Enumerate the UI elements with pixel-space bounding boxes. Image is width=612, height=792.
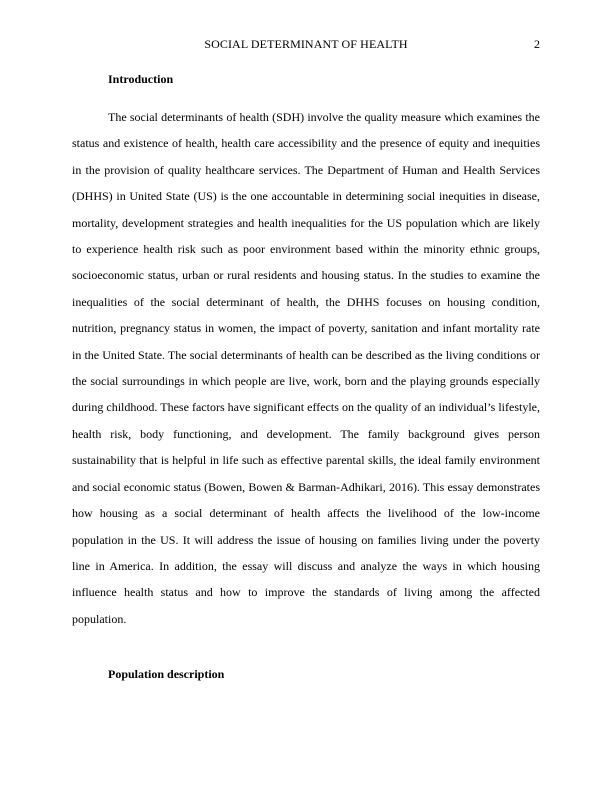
running-title: SOCIAL DETERMINANT OF HEALTH	[204, 37, 408, 51]
running-head	[72, 36, 540, 52]
introduction-heading: Introduction	[108, 72, 174, 86]
population-description-heading: Population description	[108, 667, 225, 681]
page-number: 2	[534, 37, 540, 51]
introduction-paragraph: The social determinants of health (SDH) involve the quality measure which examines the status and existence of health, health care accessibility and the presence of equity and inequities in the provision of quality healthcare services. The Department of Human and Health Services (DHHS) in United State (US) is the one accountable in determining social inequities in disease, mortality, development strategies and health inequalities for the US population which are likely to experience health risk such as poor environment based within the minority ethnic groups, socioeconomic status, urban or rural residents and housing status. In the studies to examine the inequalities of the social determinant of health, the DHHS focuses on housing condition, nutrition, pregnancy status in women, the impact of poverty, sanitation and infant mortality rate in the United State. The social determinants of health can be described as the living conditions or the social surroundings in which people are live, work, born and the playing grounds especially during childhood. These factors have significant effects on the quality of an individual’s lifestyle, health risk, body functioning, and development. The family background gives person sustainability that is helpful in life such as effective parental skills, the ideal family environment and social economic status (Bowen, Bowen & Barman-Adhikari, 2016). This essay demonstrates how housing as a social determinant of health affects the livelihood of the low-income population in the US. It will address the issue of housing on families living under the poverty line in America. In addition, the essay will discuss and analyze the ways in which housing influence health status and how to improve the standards of living among the affected population.	[72, 110, 540, 626]
